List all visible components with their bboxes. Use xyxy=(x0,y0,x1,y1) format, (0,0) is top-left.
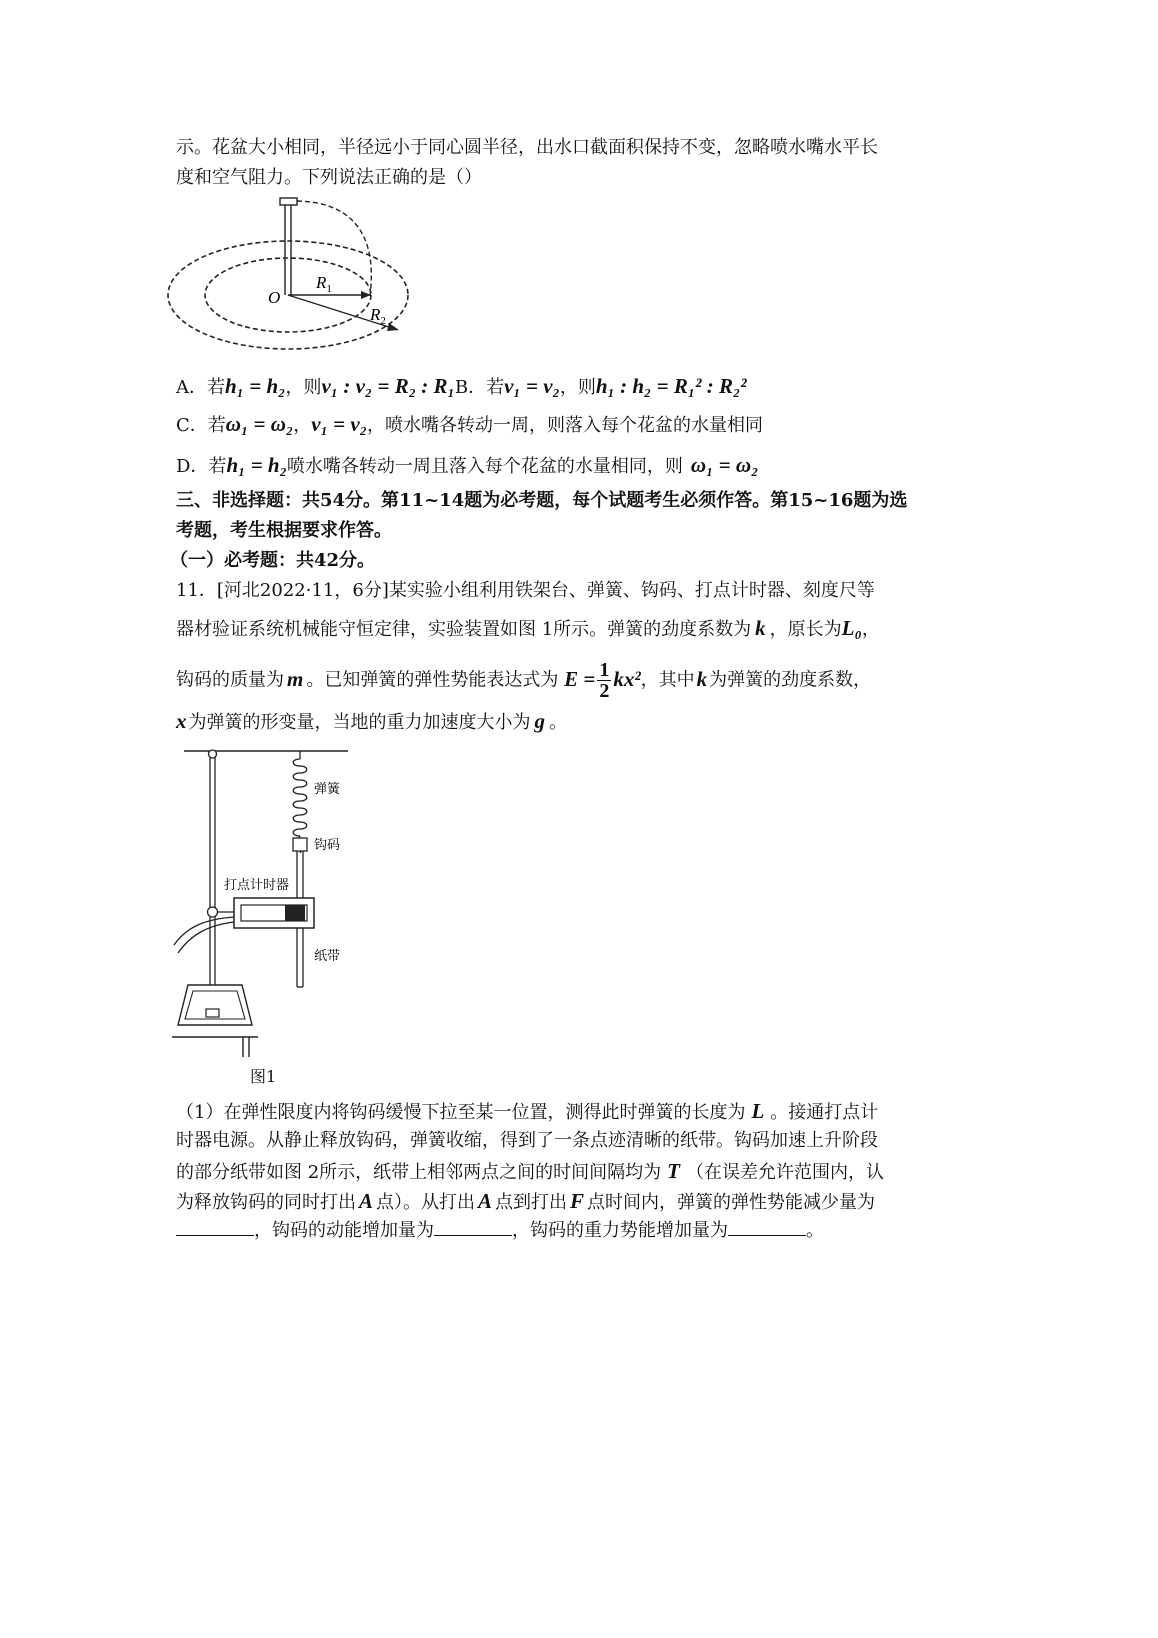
option-c-text: ，喷水嘴各转动一周，则落入每个花盆的水量相同 xyxy=(367,415,764,436)
part1-line-4 xyxy=(176,1187,875,1217)
q11-line-4-text: 为弹簧的形变量，当地的重力加速度大小为 xyxy=(188,712,531,733)
option-b-result: h₁ : h₂ = R₁² : R₂² xyxy=(595,374,747,398)
answer-blank-kinetic-energy[interactable] xyxy=(434,1217,512,1236)
part1-line-5 xyxy=(176,1217,824,1245)
top-clamp xyxy=(209,750,217,758)
option-b-mid: ，则 xyxy=(559,377,596,398)
option-c-line xyxy=(176,410,763,440)
part1-line-5-text-c: 。 xyxy=(806,1220,824,1241)
label-tape: 纸带 xyxy=(314,949,341,964)
section-3-line-1: 三、非选择题：共54分。第11~14题为必考题，每个试题考生必须作答。第15~16题为选 xyxy=(176,490,908,511)
symbol-a: A xyxy=(359,1189,374,1213)
label-r1: $R_1$ xyxy=(316,273,332,295)
q11-line-2-text: 器材验证系统机械能守恒定律，实验装置如图 1所示。弹簧的劲度系数为 xyxy=(176,619,752,640)
part1-line-4-text: 为释放钩码的同时打出 xyxy=(176,1192,356,1213)
symbol-k: k xyxy=(755,616,766,640)
part1-line-5-text-b: ，钩码的重力势能增加量为 xyxy=(512,1220,728,1241)
part1-line-5-text-a: ，钩码的动能增加量为 xyxy=(254,1220,434,1241)
q11-line-4-text-b: 。 xyxy=(549,712,567,733)
intro-line-1: 示。花盆大小相同，半径远小于同心圆半径，出水口截面积保持不变，忽略喷水嘴水平长 xyxy=(176,137,878,158)
q11-line-4 xyxy=(176,707,567,737)
option-b-prefix: B．若 xyxy=(454,377,505,398)
timer-clamp xyxy=(208,907,218,917)
option-c-condition-1: ω₁ = ω₂ xyxy=(225,412,294,436)
symbol-x: x xyxy=(176,709,187,733)
symbol-k-2: k xyxy=(696,666,708,691)
answer-blank-elastic-energy[interactable] xyxy=(176,1217,254,1236)
option-c-condition-2: v₁ = v₂ xyxy=(311,412,368,436)
option-a-condition: h₁ = h₂ xyxy=(225,374,286,398)
part1-line-3 xyxy=(176,1157,884,1187)
q11-line-1: 11．[河北2022·11，6分]某实验小组利用铁架台、弹簧、钩码、打点计时器、刻度尺等 xyxy=(176,580,875,601)
symbol-l: L xyxy=(751,1099,765,1123)
q11-line-2-text-b: ，原长为 xyxy=(769,619,842,640)
symbol-l0: L₀ xyxy=(841,616,862,640)
label-o: O xyxy=(268,288,281,307)
answer-blank-gravitational-energy[interactable] xyxy=(728,1217,806,1236)
option-d-line xyxy=(176,451,758,481)
q11-line-2-text-c: ， xyxy=(861,619,880,640)
q11-line-3-text: 钩码的质量为 xyxy=(176,669,284,691)
option-a-result: v₁ : v₂ = R₂ : R₁ xyxy=(321,374,455,398)
label-weight: 钩码 xyxy=(314,838,341,853)
elastic-energy-formula xyxy=(564,659,641,702)
option-d-condition: h₁ = h₂ xyxy=(226,453,287,477)
q11-line-3-text-d: 为弹簧的劲度系数， xyxy=(709,669,872,691)
option-b-condition: v₁ = v₂ xyxy=(504,374,560,398)
part1-line-3-text-b: （在误差允许范围内，认 xyxy=(686,1162,884,1183)
part1-line-2: 时器电源。从静止释放钩码，弹簧收缩，得到了一条点迹清晰的纸带。钩码加速上升阶段 xyxy=(176,1130,878,1151)
weight-block xyxy=(293,838,307,851)
radius-r1-arrow xyxy=(361,291,371,299)
q11-line-2 xyxy=(176,614,880,644)
symbol-a-2: A xyxy=(478,1189,493,1213)
symbol-t: T xyxy=(667,1159,680,1183)
q11-line-3 xyxy=(176,660,871,701)
fraction-numerator: 1 xyxy=(599,659,610,681)
apparatus-figure xyxy=(168,745,358,1060)
option-d-text: 喷水嘴各转动一周且落入每个花盆的水量相同，则 xyxy=(286,456,683,477)
q11-line-3-text-c: ，其中 xyxy=(640,669,695,691)
option-c-sep: ， xyxy=(293,415,312,436)
part1-line-4-text-d: 点时间内，弹簧的弹性势能减少量为 xyxy=(587,1192,876,1213)
power-cable-2 xyxy=(178,922,234,953)
rod-foot xyxy=(206,1009,219,1017)
section-3-line-2: 考题，考生根据要求作答。 xyxy=(176,520,392,541)
nozzle xyxy=(280,198,297,205)
part1-line-1-text: （1）在弹性限度内将钩码缓慢下拉至某一位置，测得此时弹簧的长度为 xyxy=(176,1102,746,1123)
symbol-g: g xyxy=(534,709,545,733)
label-r2: $R_2$ xyxy=(370,305,386,327)
option-a-b-line xyxy=(176,372,747,402)
option-a-prefix: A．若 xyxy=(176,377,225,398)
timer-head xyxy=(285,905,305,921)
symbol-f: F xyxy=(570,1189,585,1213)
formula-lhs: E = xyxy=(564,666,596,691)
power-cable-1 xyxy=(174,917,234,945)
formula-rhs: kx² xyxy=(613,666,641,691)
radius-r2-arrow xyxy=(387,323,399,331)
part1-line-3-text: 的部分纸带如图 2所示，纸带上相邻两点之间的时间间隔均为 xyxy=(176,1162,662,1183)
figure-1-caption: 图1 xyxy=(250,1067,277,1086)
label-spring: 弹簧 xyxy=(314,782,341,797)
concentric-circles-figure xyxy=(160,192,430,367)
sub-section-title: （一）必考题：共42分。 xyxy=(170,550,376,571)
formula-fraction xyxy=(597,660,611,701)
part1-line-1 xyxy=(176,1097,878,1127)
option-d-result: ω₁ = ω₂ xyxy=(690,453,759,477)
q11-line-3-text-b: 。已知弹簧的弹性势能表达式为 xyxy=(306,669,559,691)
option-d-prefix: D．若 xyxy=(176,456,227,477)
water-trajectory xyxy=(297,201,371,296)
intro-line-2: 度和空气阻力。下列说法正确的是（） xyxy=(176,167,482,188)
part1-line-1-text-b: 。接通打点计 xyxy=(770,1102,879,1123)
symbol-m: m xyxy=(287,666,304,691)
part1-line-4-text-b: 点）。从打出 xyxy=(376,1192,476,1213)
fraction-denominator: 2 xyxy=(599,680,610,702)
label-timer: 打点计时器 xyxy=(224,878,290,893)
option-c-prefix: C．若 xyxy=(176,415,226,436)
option-a-mid: ，则 xyxy=(285,377,322,398)
part1-line-4-text-c: 点到打出 xyxy=(495,1192,568,1213)
spring-coil xyxy=(293,759,307,836)
